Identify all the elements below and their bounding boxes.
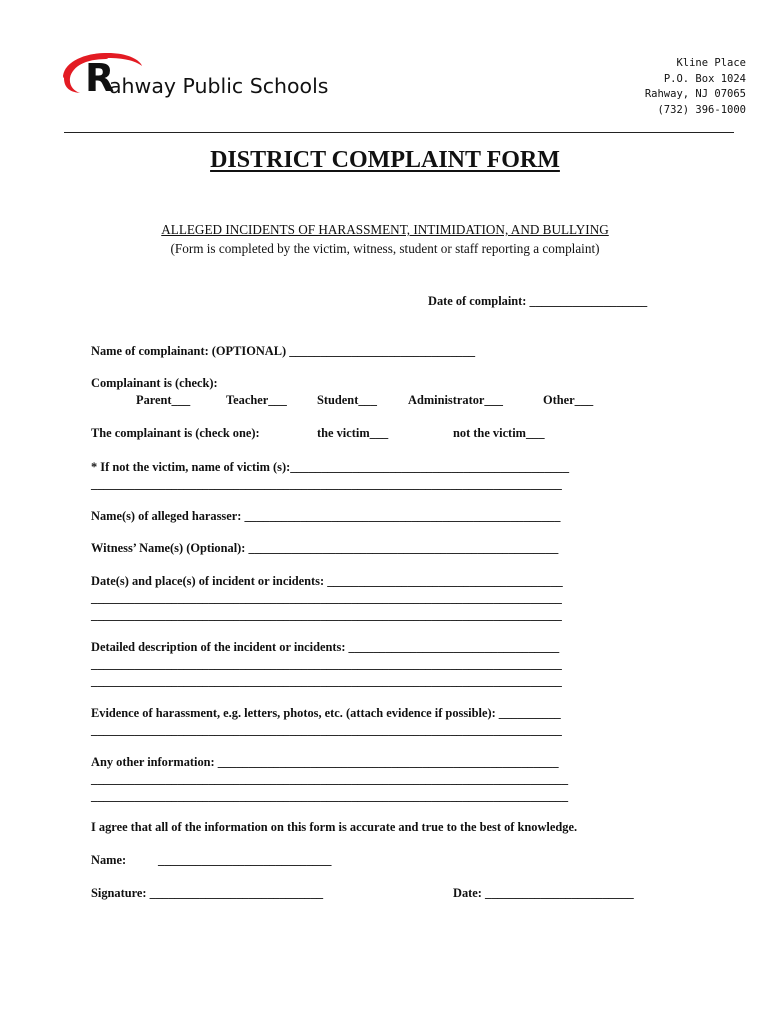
option-administrator[interactable]: Administrator___	[408, 393, 503, 407]
description-field-line[interactable]: ____________________________________________________________________________	[91, 674, 562, 688]
description-field-line[interactable]: ____________________________________________________________________________	[91, 657, 562, 671]
evidence-field[interactable]: Evidence of harassment, e.g. letters, photos, etc. (attach evidence if possible): __________	[91, 706, 561, 720]
agreement-statement: I agree that all of the information on this form is accurate and true to the best of knowledge.	[91, 820, 578, 834]
complainant-name-field[interactable]: Name of complainant: (OPTIONAL) ______________________________	[91, 344, 476, 358]
name-field[interactable]: ____________________________	[158, 853, 332, 867]
dates-places-field-line[interactable]: ____________________________________________________________________________	[91, 591, 562, 605]
district-logo	[56, 50, 366, 100]
name-label: Name:	[91, 853, 127, 867]
logo-name: ahway Public Schools	[109, 74, 329, 98]
option-not-the-victim[interactable]: not the victim___	[453, 426, 545, 440]
victim-name-field[interactable]: * If not the victim, name of victim (s):_____________________________________________	[91, 460, 570, 474]
other-info-field[interactable]: Any other information: _______________________________________________________	[91, 755, 559, 769]
dates-places-field[interactable]: Date(s) and place(s) of incident or incidents: ______________________________________	[91, 574, 563, 588]
option-other[interactable]: Other___	[543, 393, 594, 407]
alleged-harasser-field[interactable]: Name(s) of alleged harasser: ___________________________________________________	[91, 509, 561, 523]
date-field[interactable]: Date: ________________________	[453, 886, 634, 900]
victim-name-field-line[interactable]: ____________________________________________________________________________	[91, 477, 562, 491]
address-line: P.O. Box 1024	[663, 72, 746, 85]
other-info-field-line[interactable]: _____________________________________________________________________________	[91, 772, 569, 786]
header-divider	[64, 132, 734, 133]
address-line: (732) 396-1000	[657, 103, 746, 116]
signature-field[interactable]: Signature: ____________________________	[91, 886, 324, 900]
other-info-field-line[interactable]: _____________________________________________________________________________	[91, 789, 569, 803]
form-instructions: (Form is completed by the victim, witness, student or staff reporting a complaint)	[170, 241, 600, 256]
option-student[interactable]: Student___	[317, 393, 377, 407]
evidence-field-line[interactable]: ____________________________________________________________________________	[91, 723, 562, 737]
description-field[interactable]: Detailed description of the incident or incidents: __________________________________	[91, 640, 560, 654]
date-of-complaint-field[interactable]: Date of complaint: ___________________	[428, 294, 648, 308]
option-the-victim[interactable]: the victim___	[317, 426, 389, 440]
complainant-type-label: Complainant is (check):	[91, 376, 218, 390]
complainant-role-label: The complainant is (check one):	[91, 426, 260, 440]
address-line: Rahway, NJ 07065	[644, 88, 746, 101]
logo-letter: R	[85, 56, 115, 100]
form-title: DISTRICT COMPLAINT FORM	[210, 147, 560, 173]
address-line: Kline Place	[676, 57, 746, 69]
option-teacher[interactable]: Teacher___	[226, 393, 287, 407]
address-block	[645, 56, 746, 118]
form-subtitle: ALLEGED INCIDENTS OF HARASSMENT, INTIMIDATION, AND BULLYING	[161, 222, 609, 237]
witness-names-field[interactable]: Witness’ Name(s) (Optional): __________________________________________________	[91, 541, 559, 555]
option-parent[interactable]: Parent___	[136, 393, 191, 407]
dates-places-field-line[interactable]: ____________________________________________________________________________	[91, 608, 562, 622]
